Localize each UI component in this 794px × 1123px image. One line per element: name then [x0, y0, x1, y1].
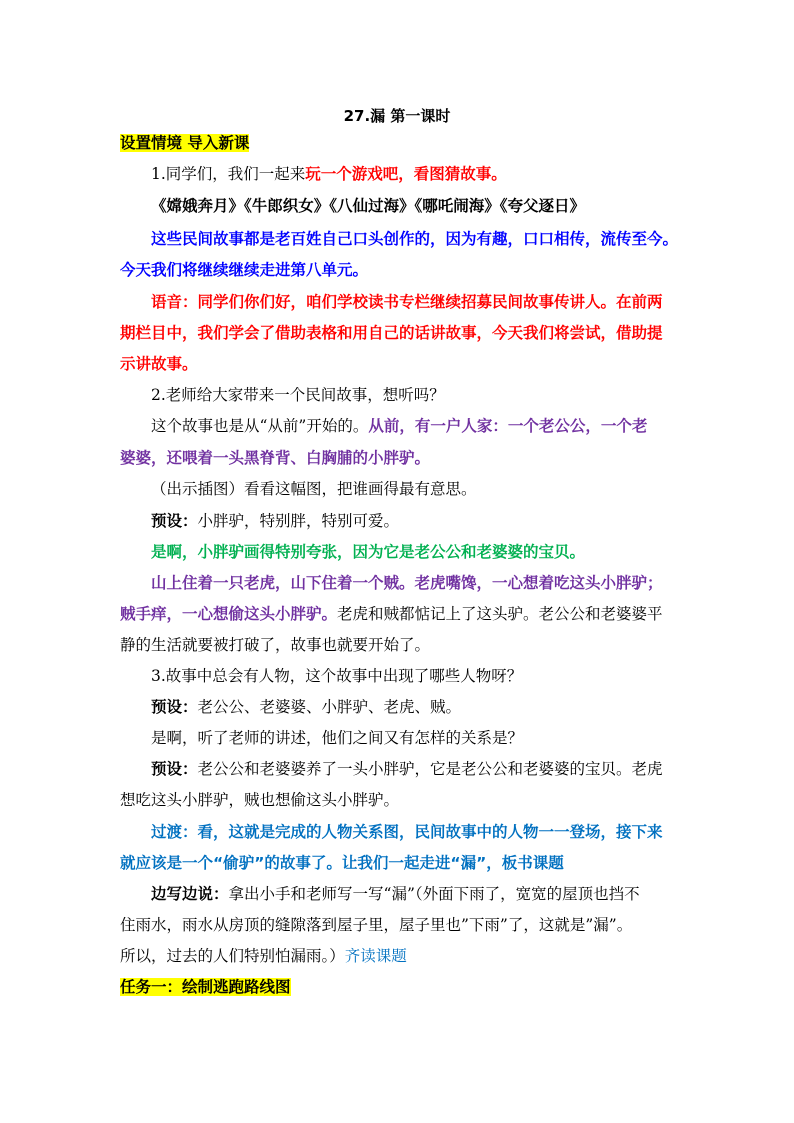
- paragraph-3-line-2: 今天我们将继续继续走进第八单元。: [120, 261, 369, 279]
- paragraph-3-line-1: 这些民间故事都是老百姓自己口头创作的，因为有趣，口口相传，流传至今。: [151, 230, 679, 248]
- paragraph-14-line-2: 想吃这头小胖驴，贼也想偷这头小胖驴。: [120, 791, 400, 809]
- paragraph-text: 这个故事也是从“从前”开始的。: [151, 417, 369, 435]
- paragraph-12: [151, 697, 711, 717]
- paragraph-text: 所以，过去的人们特别怕漏雨。）: [120, 947, 345, 965]
- paragraph-text: 1.同学们，我们一起来: [151, 165, 306, 183]
- paragraph-text-purple: 从前，有一户人家：一个老公公，一个老: [368, 417, 648, 435]
- paragraph-text: 老虎和贼都惦记上了这头驴。老公公和老婆婆平: [337, 605, 663, 623]
- section-heading-1: [120, 133, 680, 153]
- paragraph-11: 3.故事中总会有人物，这个故事中出现了哪些人物呀？: [151, 667, 523, 685]
- paragraph-text: 老公公、老婆婆、小胖驴、老虎、贼。: [197, 698, 462, 716]
- paragraph-4-line-1: 语音：同学们你们好，咱们学校读书专栏继续招募民间故事传讲人。在前两: [151, 293, 663, 311]
- paragraph-15-line-1: 过渡：看，这就是完成的人物关系图，民间故事中的人物一一登场，接下来: [151, 823, 663, 841]
- paragraph-text: 拿出小手和老师写一写“漏”（外面下雨了，宽宽的屋顶也挡不: [228, 885, 640, 903]
- paragraph-9: 是啊，小胖驴画得特别夸张，因为它是老公公和老婆婆的宝贝。: [151, 543, 586, 561]
- paragraph-text-blue: 齐读课题: [344, 947, 407, 965]
- paragraph-text: 小胖驴，特别胖，特别可爱。: [197, 512, 400, 530]
- paragraph-10-line-1: 山上住着一只老虎，山下住着一个贼。老虎嘴馋，一心想着吃这头小胖驴；: [151, 574, 663, 592]
- story-titles: 《嫦娥奔月》《牛郎织女》《八仙过海》《哪吒闹海》《夸父逐日》: [151, 197, 586, 215]
- paragraph-8: [151, 511, 711, 531]
- paragraph-15-line-2: 就应该是一个“偷驴”的故事了。让我们一起走进“漏”，板书课题: [120, 854, 564, 872]
- paragraph-16-line-1: [151, 884, 711, 904]
- section-heading-text: 设置情境 导入新课: [120, 134, 250, 152]
- preset-label: 预设：: [151, 760, 198, 778]
- paragraph-13: 是啊，听了老师的讲述，他们之间又有怎样的关系是？: [151, 729, 524, 747]
- write-say-label: 边写边说：: [151, 885, 229, 903]
- paragraph-6-line-2: 婆婆，还喂着一头黑脊背、白胸脯的小胖驴。: [120, 449, 431, 467]
- section-heading-text: 任务一：绘制逃跑路线图: [120, 978, 291, 996]
- paragraph-4-line-3: 示讲故事。: [120, 355, 198, 373]
- preset-label: 预设：: [151, 698, 198, 716]
- paragraph-text-red: 玩一个游戏吧，看图猜故事。: [305, 165, 507, 183]
- paragraph-14-line-1: [151, 759, 711, 779]
- paragraph-6-line-1: [151, 416, 711, 436]
- paragraph-16-line-2: 住雨水，雨水从房顶的缝隙落到屋子里，屋子里也”下雨”了，这就是”漏”。: [120, 916, 633, 934]
- page-title: 27.漏 第一课时: [343, 107, 451, 125]
- paragraph-10-line-3: 静的生活就要被打破了，故事也就要开始了。: [120, 636, 431, 654]
- paragraph-16-line-3: [120, 946, 680, 966]
- paragraph-7: （出示插图）看看这幅图，把谁画得最有意思。: [151, 480, 477, 498]
- section-heading-2: [120, 977, 680, 997]
- paragraph-text-purple: 贼手痒，一心想偷这头小胖驴。: [120, 605, 338, 623]
- paragraph-text: 老公公和老婆婆养了一头小胖驴，它是老公公和老婆婆的宝贝。老虎: [197, 760, 663, 778]
- paragraph-10-line-2: [120, 604, 680, 624]
- paragraph-1: [151, 164, 711, 184]
- paragraph-4-line-2: 期栏目中，我们学会了借助表格和用自己的话讲故事，今天我们将尝试，借助提: [120, 324, 663, 342]
- preset-label: 预设：: [151, 512, 198, 530]
- paragraph-5: 2.老师给大家带来一个民间故事，想听吗？: [151, 386, 445, 404]
